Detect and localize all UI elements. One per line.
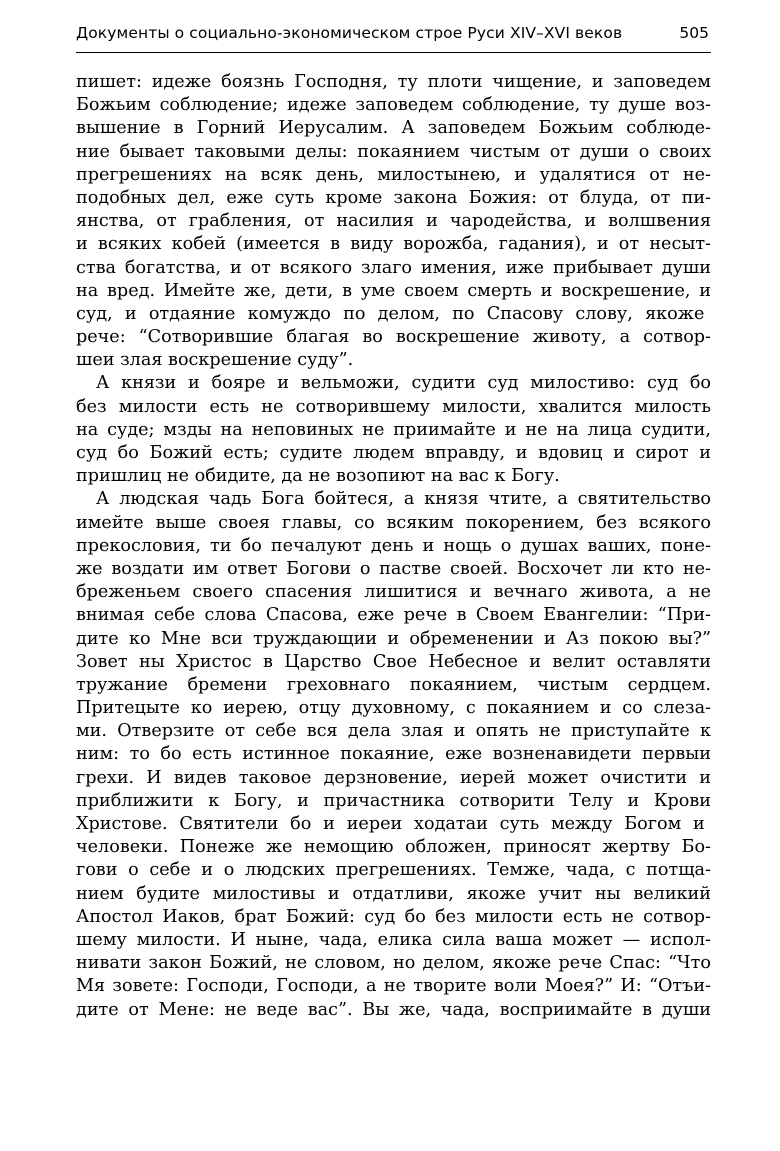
text-line: приближити к Богу, и причастника сотворити Телу и Крови xyxy=(76,790,711,811)
text-line: А людская чадь Бога бойтеся, а князя чтите, а святительство xyxy=(96,489,711,510)
text-line: А князи и бояре и вельможи, судити суд милостиво: суд бо xyxy=(96,373,711,394)
text-line: шеи злая воскрешение суду”. xyxy=(76,350,354,371)
text-line: дите от Мене: не веде вас”. Вы же, чада, восприимайте в души xyxy=(76,999,711,1020)
text-line: бреженьем своего спасения лишитися и вечнаго живота, а не xyxy=(76,582,711,603)
text-line: Притецыте ко иерею, отцу духовному, с покаянием и со слеза- xyxy=(76,698,711,719)
text-line: подобных дел, еже суть кроме закона Божия: от блуда, от пи- xyxy=(76,187,711,208)
text-line: Божьим соблюдение; идеже заповедем соблюдение, ту душе воз- xyxy=(76,95,711,116)
text-line: грехи. И видев таковое дерзновение, иерей может очистити и xyxy=(76,767,711,788)
running-title: Документы о социально-экономическом строе Руси XIV–XVI веков xyxy=(76,24,623,42)
text-line: тружание бремени греховнаго покаянием, чистым сердцем. xyxy=(76,674,711,695)
text-line: ми. Отверзите от себе вся дела злая и опять не приступайте к xyxy=(76,721,711,742)
text-line: на вред. Имейте же, дети, в уме своем смерть и воскрешение, и xyxy=(76,280,711,301)
text-line: нием будите милостивы и отдатливи, якоже учит ны великий xyxy=(76,883,711,904)
text-line: без милости есть не сотворившему милости, хвалится милость xyxy=(76,396,711,417)
text-line: пришлиц не обидите, да не возопиют на вас к Богу. xyxy=(76,466,560,487)
text-line: суд, и отдаяние комуждо по делом, по Спасову слову, якоже xyxy=(76,303,705,324)
text-line: шему милости. И ныне, чада, елика сила ваша может — испол- xyxy=(76,929,711,950)
text-line: внимая себе слова Спасова, еже рече в Своем Евангелии: “При- xyxy=(76,605,711,626)
text-line: прегрешениях на всяк день, милостынею, и удалятися от не- xyxy=(76,164,711,185)
text-line: же воздати им ответ Богови о пастве своей. Восхочет ли кто не- xyxy=(76,558,711,579)
text-line: Мя зовете: Господи, Господи, а не творите воли Моея?” И: “Отъи- xyxy=(76,976,711,997)
text-line: ства богатства, и от всякого злаго имения, иже прибывает души xyxy=(76,257,711,278)
text-line: человеки. Понеже же немощию обложен, приносят жертву Бо- xyxy=(76,837,711,858)
text-line: Зовет ны Христос в Царство Свое Небесное и велит оставляти xyxy=(76,651,711,672)
running-header xyxy=(76,24,711,53)
text-line: прекословия, ти бо печалуют день и нощь о душах ваших, поне- xyxy=(76,535,711,556)
text-line: ним: то бо есть истинное покаяние, еже возненавидети первыи xyxy=(76,744,711,765)
text-line: гови о себе и о людских прегрешениях. Темже, чада, с потща- xyxy=(76,860,711,881)
text-line: и всяких кобей (имеется в виду ворожба, гадания), и от несыт- xyxy=(76,234,711,255)
text-line: нивати закон Божий, не словом, но делом, якоже рече Спас: “Что xyxy=(76,953,711,974)
text-line: рече: “Сотворившие благая во воскрешение животу, а сотвор- xyxy=(76,327,711,348)
text-line: Апостол Иаков, брат Божий: суд бо без милости есть не сотвор- xyxy=(76,906,711,927)
body-text xyxy=(76,71,711,1022)
text-line: Христове. Святители бо и иереи ходатаи суть между Богом и xyxy=(76,814,705,834)
page-number: 505 xyxy=(679,24,709,42)
text-line: вышение в Горний Иерусалим. А заповедем Божьим соблюде- xyxy=(76,118,711,139)
text-line: на суде; мзды на неповиных не приимайте и не на лица судити, xyxy=(76,419,711,440)
text-line: пишет: идеже боязнь Господня, ту плоти чищение, и заповедем xyxy=(76,72,711,92)
text-line: янства, от грабления, от насилия и чародейства, и волшвения xyxy=(76,211,711,232)
text-line: ние бывает таковыми делы: покаянием чистым от души о своих xyxy=(76,141,711,162)
text-line: суд бо Божий есть; судите людем вправду, и вдовиц и сирот и xyxy=(76,443,711,463)
text-line: имейте выше своея главы, со всяким покорением, без всякого xyxy=(76,512,711,533)
text-line: дите ко Мне вси труждающии и обременении и Аз покою вы?” xyxy=(76,628,711,649)
